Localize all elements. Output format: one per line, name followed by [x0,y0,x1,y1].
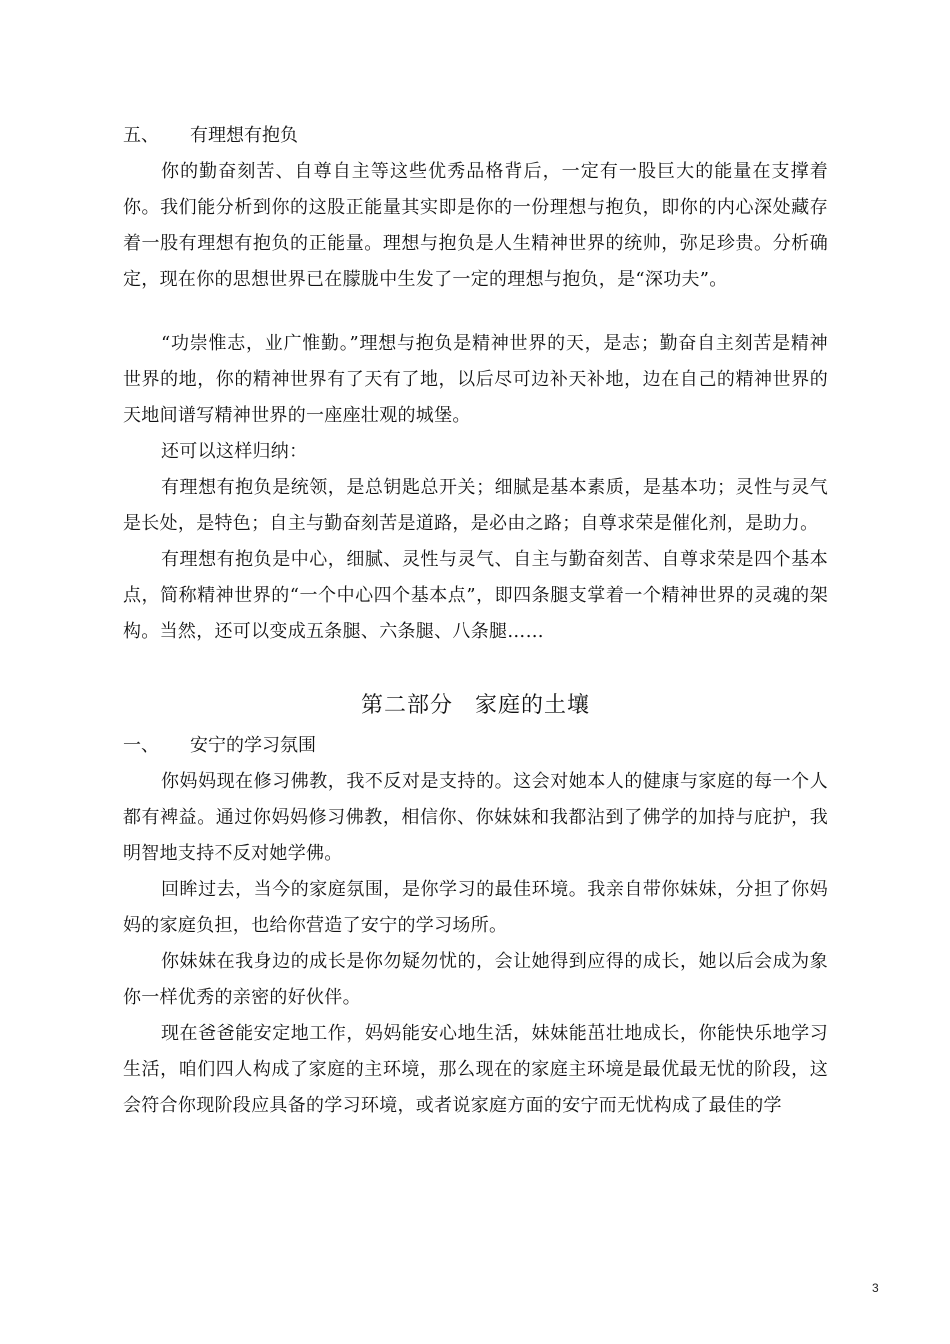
section-heading-five [123,118,828,154]
part-number: 第二部分 [360,693,453,718]
paragraph: 有理想有抱负是中心，细腻、灵性与灵气、自主与勤奋刻苦、自尊求荣是四个基本点，简称精神世界的“一个中心四个基本点”，即四条腿支掌着一个精神世界的灵魂的架构。当然，还可以变成五条腿、六条腿、八条腿…… [123,549,828,642]
paragraph: 有理想有抱负是统领，是总钥匙总开关；细腻是基本素质，是基本功；灵性与灵气是长处，是特色；自主与勤奋刻苦是道路，是必由之路；自尊求荣是催化剂，是助力。 [123,477,828,534]
section-title: 有理想有抱负 [190,125,298,146]
paragraph: 你妈妈现在修习佛教，我不反对是支持的。这会对她本人的健康与家庭的每一个人都有裨益。通过你妈妈修习佛教，相信你、你妹妹和我都沾到了佛学的加持与庇护，我明智地支持不反对她学佛。 [123,771,828,864]
paragraph: 还可以这样归纳： [161,441,308,462]
section-number: 五、 [123,125,159,146]
paragraph: “功崇惟志，业广惟勤。”理想与抱负是精神世界的天，是志；勤奋自主刻苦是精神世界的地，你的精神世界有了天有了地，以后尽可边补天补地，边在自己的精神世界的天地间谱写精神世界的一座座壮观的城堡。 [123,333,828,426]
spacer [123,650,828,686]
paragraph: 回眸过去，当今的家庭氛围，是你学习的最佳环境。我亲自带你妹妹，分担了你妈妈的家庭负担，也给你营造了安宁的学习场所。 [123,879,828,936]
spacer [123,298,828,326]
paragraph: 现在爸爸能安定地工作，妈妈能安心地生活，妹妹能茁壮地成长，你能快乐地学习生活，咱们四人构成了家庭的主环境，那么现在的家庭主环境是最优最无忧的阶段，这会符合你现阶段应具备的学习环境，或者说家庭方面的安宁而无忧构成了最佳的学 [123,1023,828,1116]
section-title: 安宁的学习氛围 [190,735,316,756]
part-name: 家庭的土壤 [475,693,591,718]
paragraph: 你的勤奋刻苦、自尊自主等这些优秀品格背后，一定有一股巨大的能量在支撑着你。我们能分析到你的这股正能量其实即是你的一份理想与抱负，即你的内心深处藏存着一股有理想有抱负的正能量。理想与抱负是人生精神世界的统帅，弥足珍贵。分析确定，现在你的思想世界已在朦胧中生发了一定的理想与抱负，是“深功夫”。 [123,161,828,290]
paragraph: 你妹妹在我身边的成长是你勿疑勿忧的，会让她得到应得的成长，她以后会成为象你一样优秀的亲密的好伙伴。 [123,951,828,1008]
section-number: 一、 [123,735,159,756]
section-heading-one [123,728,828,764]
page-content [123,118,828,1124]
page-number: 3 [872,1281,879,1295]
part-title [123,686,828,726]
